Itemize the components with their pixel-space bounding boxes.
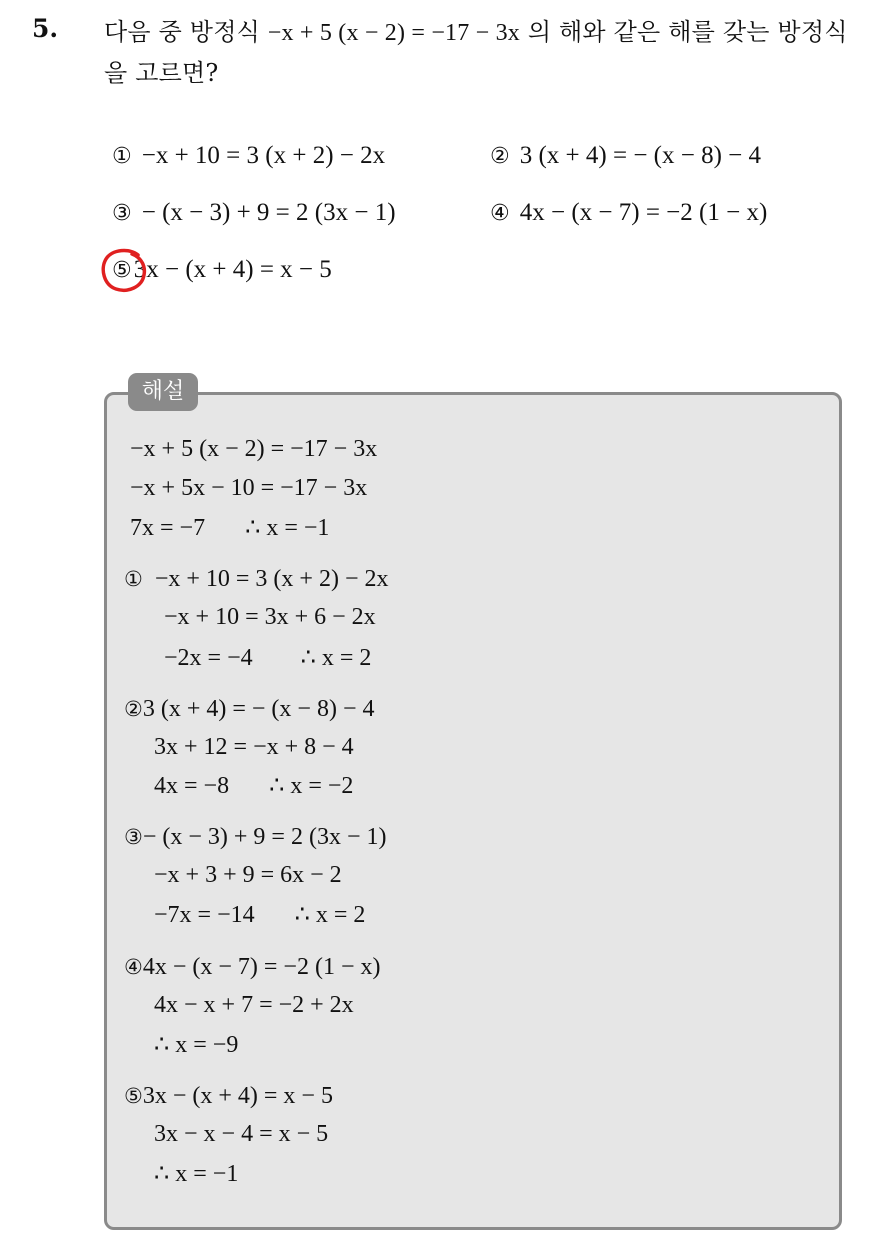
solution-result: ∴ x = −1 [245, 515, 330, 541]
question-text [104, 12, 864, 93]
solution-line [154, 900, 365, 929]
solution-line [154, 771, 353, 800]
choice-2-equation: 3 (x + 4) = − (x − 8) − 4 [519, 142, 762, 169]
solution-result: ∴ x = −2 [269, 773, 354, 799]
solution-line [124, 566, 389, 593]
solution-line: 4x − x + 7 = −2 + 2x [154, 992, 354, 1018]
solution-line: −x + 5 (x − 2) = −17 − 3x [130, 436, 378, 462]
solution-step: 4x = −8 [154, 773, 230, 799]
solution-step: 7x = −7 [130, 515, 206, 541]
choice-2[interactable] [490, 142, 761, 170]
choice-5-equation: 3x − (x + 4) = x − 5 [133, 256, 332, 283]
solution-choice-1-number: ① [124, 567, 143, 591]
solution-label: 해설 [128, 373, 198, 411]
choice-3-equation: − (x − 3) + 9 = 2 (3x − 1) [141, 199, 396, 226]
solution-line: −x + 3 + 9 = 6x − 2 [154, 862, 342, 888]
choice-3[interactable] [112, 199, 396, 227]
solution-line [164, 643, 371, 672]
solution-step: − (x − 3) + 9 = 2 (3x − 1) [142, 824, 387, 850]
solution-choice-4-number: ④ [124, 955, 143, 979]
choice-5-number: ⑤ [112, 258, 132, 283]
choice-1-equation: −x + 10 = 3 (x + 2) − 2x [141, 142, 386, 169]
solution-step: 3 (x + 4) = − (x − 8) − 4 [142, 696, 375, 722]
solution-step: −x + 10 = 3 (x + 2) − 2x [154, 566, 389, 592]
solution-choice-5-number: ⑤ [124, 1084, 143, 1108]
solution-step: 4x − (x − 7) = −2 (1 − x) [142, 954, 381, 980]
solution-line [124, 696, 374, 723]
question-text-before: 다음 중 방정식 [104, 18, 268, 46]
solution-choice-2-number: ② [124, 697, 143, 721]
solution-line: −x + 10 = 3x + 6 − 2x [164, 604, 376, 630]
solution-step: 3x − (x + 4) = x − 5 [142, 1083, 333, 1109]
solution-choice-3-number: ③ [124, 825, 143, 849]
question-equation: −x + 5 (x − 2) = −17 − 3x [267, 20, 520, 46]
solution-line: 3x + 12 = −x + 8 − 4 [154, 734, 354, 760]
solution-line: ∴ x = −9 [154, 1032, 239, 1058]
solution-line: ∴ x = −1 [154, 1161, 239, 1187]
choice-4-number: ④ [490, 201, 510, 226]
solution-result: ∴ x = 2 [294, 902, 366, 928]
solution-line: −x + 5x − 10 = −17 − 3x [130, 475, 368, 501]
choice-4[interactable] [490, 199, 767, 227]
solution-result: ∴ x = 2 [300, 645, 372, 671]
choice-4-equation: 4x − (x − 7) = −2 (1 − x) [519, 199, 768, 226]
solution-line [130, 513, 329, 542]
question-number: 5. [32, 14, 59, 43]
solution-line [124, 1083, 333, 1110]
answer-circle-mark [100, 247, 150, 293]
solution-line [124, 954, 380, 981]
solution-step: −2x = −4 [164, 645, 253, 671]
question-text-after: 의 해와 같은 해를 갖는 방정식을 고르면? [104, 18, 848, 87]
solution-line [124, 824, 386, 851]
choice-1[interactable] [112, 142, 385, 170]
choice-1-number: ① [112, 144, 132, 169]
solution-line: 3x − x − 4 = x − 5 [154, 1121, 329, 1147]
solution-step: −7x = −14 [154, 902, 255, 928]
choice-3-number: ③ [112, 201, 132, 226]
choice-2-number: ② [490, 144, 510, 169]
